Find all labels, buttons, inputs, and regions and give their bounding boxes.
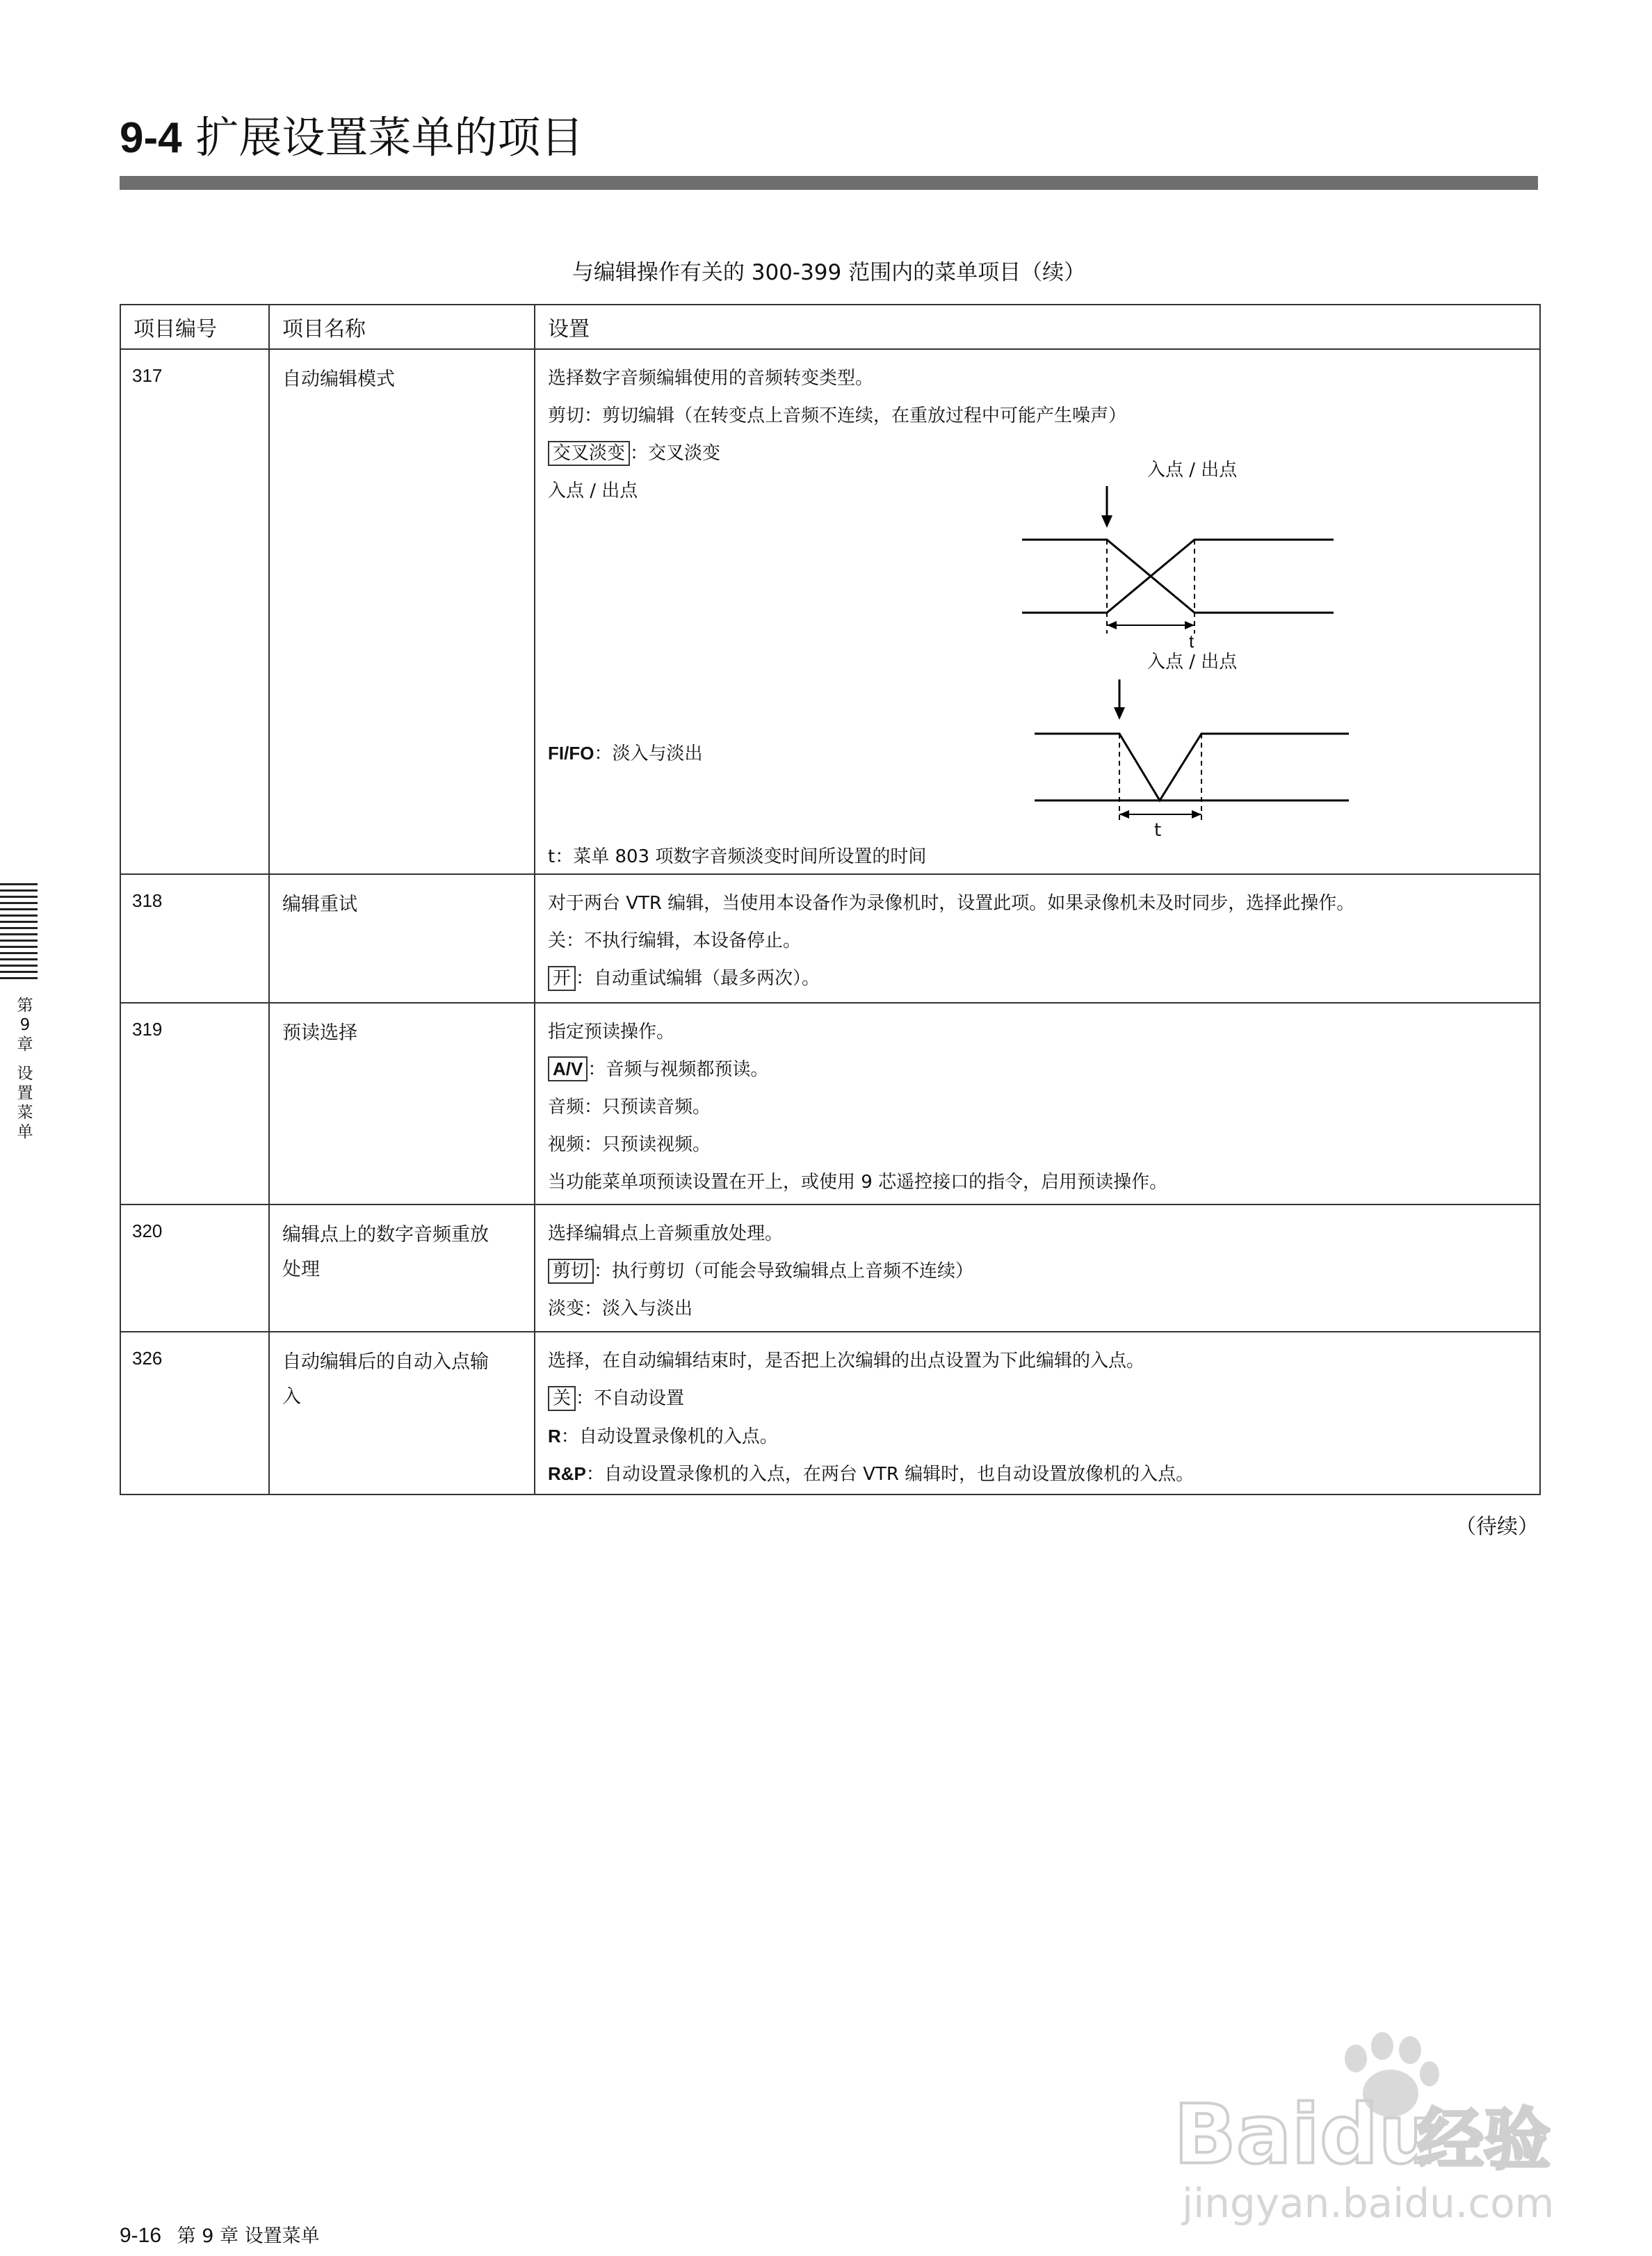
diagram-t-label: t bbox=[1154, 820, 1162, 841]
item-number: 318 bbox=[120, 874, 269, 1003]
item-name-line: 编辑点上的数字音频重放 bbox=[282, 1224, 489, 1246]
item-name: 编辑重试 bbox=[269, 874, 535, 1003]
section-title: 扩展设置菜单的项目 bbox=[195, 112, 584, 163]
item-name: 自动编辑模式 bbox=[269, 349, 535, 874]
setting-line: 选择编辑点上音频重放处理。 bbox=[548, 1223, 784, 1244]
setting-line bbox=[548, 1051, 1539, 1088]
diagram-label-in-out: 入点 / 出点 bbox=[1147, 652, 1238, 672]
side-tab-char: 单 bbox=[17, 1123, 33, 1141]
table-row bbox=[120, 349, 1540, 874]
option-description: ：音频与视频都预读。 bbox=[588, 1059, 769, 1080]
setting-line: 指定预读操作。 bbox=[548, 1022, 675, 1042]
table-row bbox=[120, 1204, 1540, 1332]
arrow-head bbox=[1101, 515, 1112, 528]
setting-line: 视频：只预读视频。 bbox=[548, 1134, 711, 1155]
side-tab-char: 章 bbox=[17, 1036, 33, 1054]
baidu-watermark bbox=[1174, 2031, 1563, 2232]
chapter-side-tab bbox=[0, 883, 38, 981]
setting-line: 选择，在自动编辑结束时，是否把上次编辑的出点设置为下此编辑的入点。 bbox=[548, 1351, 1145, 1371]
option-key: R bbox=[548, 1426, 561, 1447]
item-name: 预读选择 bbox=[269, 1003, 535, 1204]
column-header-name: 项目名称 bbox=[269, 305, 535, 349]
item-number: 319 bbox=[120, 1003, 269, 1204]
watermark-brand: Baidu bbox=[1174, 2086, 1437, 2182]
section-number: 9-4 bbox=[120, 114, 182, 162]
item-number: 320 bbox=[120, 1204, 269, 1332]
side-tab-char: 置 bbox=[17, 1084, 33, 1102]
side-tab-char: 设 bbox=[17, 1065, 33, 1083]
crossfade-diagram bbox=[535, 350, 1537, 878]
option-description: ：执行剪切（可能会导致编辑点上音频不连续） bbox=[594, 1261, 974, 1282]
setting-line: 选择数字音频编辑使用的音频转变类型。 bbox=[548, 368, 874, 389]
setting-line: 当功能菜单项预读设置在开上，或使用 9 芯遥控接口的指令，启用预读操作。 bbox=[548, 1172, 1168, 1193]
setting-line bbox=[548, 1380, 1539, 1417]
page-footer bbox=[120, 2221, 320, 2248]
item-name-line: 处理 bbox=[282, 1259, 320, 1280]
setting-line: 对于两台 VTR 编辑，当使用本设备作为录像机时，设置此项。如果录像机未及时同步，选择此操作。 bbox=[548, 893, 1355, 914]
setting-line bbox=[548, 1455, 1539, 1492]
option-description: ：自动设置录像机的入点，在两台 VTR 编辑时，也自动设置放像机的入点。 bbox=[585, 1464, 1195, 1485]
option-description: ：不自动设置 bbox=[576, 1388, 685, 1409]
page-title bbox=[120, 110, 583, 166]
item-setting bbox=[535, 1003, 1540, 1204]
item-name-line: 自动编辑后的自动入点输 bbox=[282, 1351, 489, 1373]
item-setting bbox=[535, 349, 1540, 874]
menu-items-table bbox=[120, 304, 1541, 1495]
item-name bbox=[269, 1204, 535, 1332]
continued-note: （待续） bbox=[1455, 1515, 1539, 1539]
table-row bbox=[120, 1003, 1540, 1204]
default-value-box: 关 bbox=[548, 1386, 576, 1411]
page-number: 9-16 bbox=[120, 2224, 162, 2247]
table-caption: 与编辑操作有关的 300-399 范围内的菜单项目（续） bbox=[572, 260, 1086, 285]
option-description: ：淡入与淡出 bbox=[594, 743, 703, 764]
table-row bbox=[120, 1332, 1540, 1494]
option-key: R&P bbox=[548, 1463, 586, 1484]
item-number: 326 bbox=[120, 1332, 269, 1494]
item-setting bbox=[535, 1332, 1540, 1494]
option-description: ：交叉淡变 bbox=[630, 443, 721, 464]
fade-curve bbox=[1035, 734, 1349, 800]
default-value-box: 开 bbox=[548, 966, 576, 991]
default-value-box: 剪切 bbox=[548, 1259, 594, 1284]
default-value-box: A/V bbox=[548, 1056, 588, 1081]
setting-line bbox=[548, 1252, 1539, 1290]
watermark-cn: 经验 bbox=[1417, 2101, 1550, 2179]
side-tab-label bbox=[15, 996, 35, 1142]
watermark-url: jingyan.baidu.com bbox=[1182, 2180, 1555, 2227]
setting-line bbox=[548, 1417, 1539, 1455]
item-setting bbox=[535, 874, 1540, 1003]
setting-line: 入点 / 出点 bbox=[548, 481, 638, 501]
setting-line bbox=[548, 960, 1539, 997]
table-header-row bbox=[120, 305, 1540, 349]
side-tab-stripes bbox=[0, 883, 38, 981]
setting-line: 音频：只预读音频。 bbox=[548, 1097, 711, 1118]
side-tab-char: 第 bbox=[17, 997, 33, 1015]
item-setting bbox=[535, 1204, 1540, 1332]
column-header-setting: 设置 bbox=[535, 305, 1540, 349]
side-tab-char: 9 bbox=[19, 1016, 31, 1034]
default-value-box: 交叉淡变 bbox=[548, 441, 630, 466]
option-description: ：自动重试编辑（最多两次）。 bbox=[576, 968, 820, 989]
setting-line: 关：不执行编辑，本设备停止。 bbox=[548, 930, 802, 951]
item-name bbox=[269, 1332, 535, 1494]
option-description: ：自动设置录像机的入点。 bbox=[560, 1426, 778, 1447]
header-rule bbox=[120, 176, 1538, 190]
item-name-line: 入 bbox=[282, 1386, 301, 1408]
diagram-label-in-out: 入点 / 出点 bbox=[1147, 460, 1238, 481]
column-header-number: 项目编号 bbox=[120, 305, 269, 349]
setting-line: t：菜单 803 项数字音频淡变时间所设置的时间 bbox=[548, 846, 927, 867]
diagram-t-label: t bbox=[1189, 631, 1195, 652]
option-key: FI/FO bbox=[548, 743, 594, 764]
table-row bbox=[120, 874, 1540, 1003]
item-number: 317 bbox=[120, 349, 269, 874]
footer-chapter: 第 9 章 设置菜单 bbox=[177, 2225, 320, 2247]
crossfade-curves bbox=[1022, 540, 1334, 613]
setting-line: 淡变：淡入与淡出 bbox=[548, 1298, 693, 1319]
setting-line: 剪切：剪切编辑（在转变点上音频不连续，在重放过程中可能产生噪声） bbox=[548, 405, 1127, 426]
side-tab-char: 菜 bbox=[17, 1104, 33, 1122]
